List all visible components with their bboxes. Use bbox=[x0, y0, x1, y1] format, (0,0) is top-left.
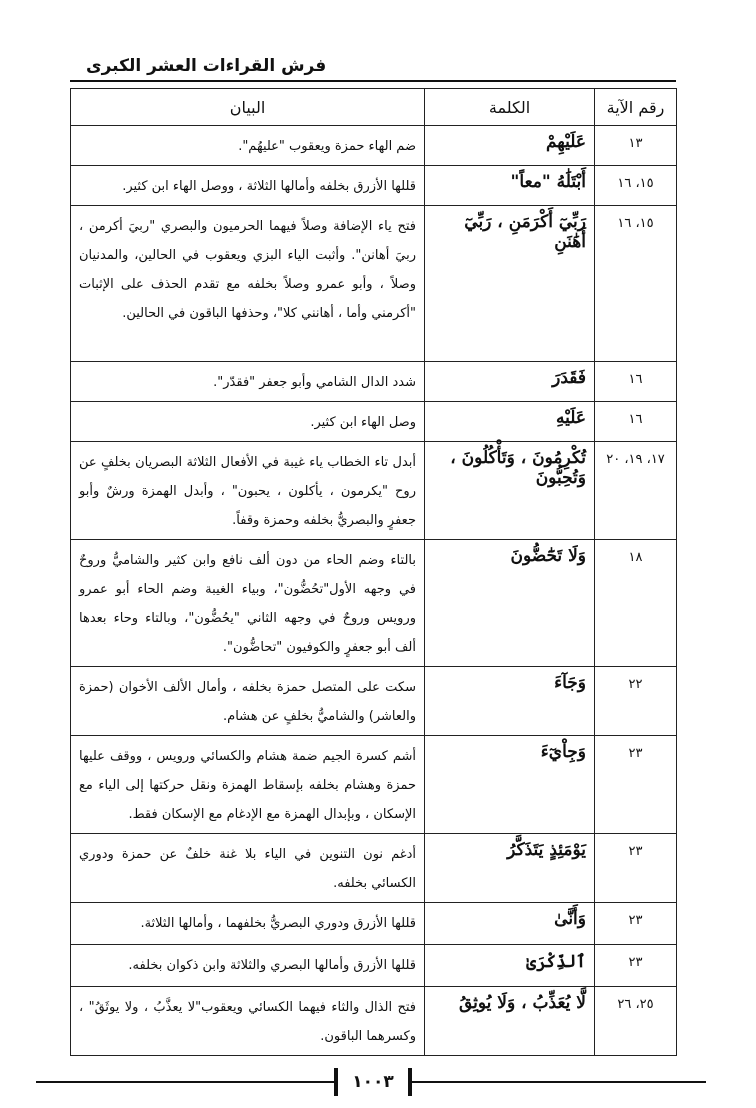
verse-number: ١٥، ١٦ bbox=[595, 206, 677, 362]
explanation-text: ضم الهاء حمزة ويعقوب "عليهُم". bbox=[71, 126, 425, 166]
verse-number: ٢٣ bbox=[595, 945, 677, 987]
verse-number: ١٦ bbox=[595, 402, 677, 442]
table-row bbox=[71, 987, 677, 1056]
table-row bbox=[71, 945, 677, 987]
quran-word: وَلَا تَحَٰٓضُّونَ bbox=[425, 540, 595, 667]
footer-rule-left bbox=[36, 1081, 334, 1083]
explanation-text: قللها الأزرق بخلفه وأمالها الثلاثة ، ووصل الهاء ابن كثير. bbox=[71, 166, 425, 206]
footer-rule-right bbox=[412, 1081, 706, 1083]
header-verse-no: رقم الآية bbox=[595, 89, 677, 126]
explanation-text: بالتاء وضم الحاء من دون ألف نافع وابن كثير والشاميُّ وروحٌ في وجهه الأول"تحُضُّون"، وبياء الغيبة وضم الحاء أبو عمرو ورويس وروحٌ في وجهه الثاني "يحُضُّون"، وبالتاء وحاء بعدها ألف أبو جعفرٍ والكوفيون "تحاضُّون". bbox=[71, 540, 425, 667]
table-row bbox=[71, 667, 677, 736]
quran-word: ٱلذِّكْرَىٰ bbox=[425, 945, 595, 987]
table-row bbox=[71, 362, 677, 402]
quran-word: وَجَآءَ bbox=[425, 667, 595, 736]
table-row bbox=[71, 442, 677, 540]
table-header-row bbox=[71, 89, 677, 126]
table-row bbox=[71, 126, 677, 166]
quran-word: عَلَيْهِمْ bbox=[425, 126, 595, 166]
explanation-text: فتح الذال والثاء فيهما الكسائي ويعقوب"لا يعذَّبُ ، ولا يوثَقُ" ، وكسرهما الباقون. bbox=[71, 987, 425, 1056]
verse-number: ١٨ bbox=[595, 540, 677, 667]
verse-number: ١٦ bbox=[595, 362, 677, 402]
qiraat-table bbox=[70, 88, 677, 1056]
quran-word: لَّا يُعَذِّبُ ، وَلَا يُوثِقُ bbox=[425, 987, 595, 1056]
verse-number: ٢٣ bbox=[595, 903, 677, 945]
explanation-text: شدد الدال الشامي وأبو جعفر "فقدّر". bbox=[71, 362, 425, 402]
explanation-text: أبدل تاء الخطاب ياء غيبة في الأفعال الثلاثة البصريان بخلفٍ عن روح "يكرمون ، يأكلون ، يحبون" ، وأبدل الهمزة ورشٌ وأبو جعفرٍ والبصريُّ بخلفه وحمزة وقفاً. bbox=[71, 442, 425, 540]
verse-number: ١٧، ١٩، ٢٠ bbox=[595, 442, 677, 540]
quran-word: وَجِاْيٓءَ bbox=[425, 736, 595, 834]
explanation-text: فتح ياء الإضافة وصلاً فيهما الحرميون والبصري "ربيَ أكرمن ، ربيَ أهانن". وأثبت الياء البزي ويعقوب في الحالين، والمدنيان وصلاً ، وأبو عمرو وصلاً بخلفه مع تقدم الحذف على الإثبات "أكرمني وأما ، أهانني كلا"، وحذفها الباقون في الحالين. bbox=[71, 206, 425, 362]
table-row bbox=[71, 166, 677, 206]
explanation-text: أدغم نون التنوين في الياء بلا غنة خلفٌ عن حمزة ودوري الكسائي بخلفه. bbox=[71, 834, 425, 903]
table-row bbox=[71, 903, 677, 945]
header-word: الكلمة bbox=[425, 89, 595, 126]
verse-number: ٢٢ bbox=[595, 667, 677, 736]
explanation-text: أشم كسرة الجيم ضمة هشام والكسائي ورويس ، ووقف عليها حمزة وهشام بخلفه بإسقاط الهمزة ونقل حركتها إلى الياء مع الإسكان ، وبإبدال الهمزة مع الإدغام مع الإسكان فقط. bbox=[71, 736, 425, 834]
verse-number: ١٥، ١٦ bbox=[595, 166, 677, 206]
explanation-text: قللها الأزرق ودوري البصريُّ بخلفهما ، وأمالها الثلاثة. bbox=[71, 903, 425, 945]
verse-number: ٢٣ bbox=[595, 834, 677, 903]
quran-word: تُكْرِمُونَ ، وَتَأْكُلُونَ ، وَتُحِبُّونَ bbox=[425, 442, 595, 540]
verse-number: ٢٥، ٢٦ bbox=[595, 987, 677, 1056]
explanation-text: وصل الهاء ابن كثير. bbox=[71, 402, 425, 442]
explanation-text: قللها الأزرق وأمالها البصري والثلاثة وابن ذكوان بخلفه. bbox=[71, 945, 425, 987]
verse-number: ١٣ bbox=[595, 126, 677, 166]
table-row bbox=[71, 402, 677, 442]
header-rule bbox=[70, 80, 676, 82]
running-header-title: فرش القراءات العشر الكبرى bbox=[86, 56, 327, 76]
page-number: ١٠٠٣ bbox=[352, 1072, 394, 1092]
quran-word: رَبِّيٓ أَكْرَمَنِ ، رَبِّيٓ أَهَٰنَنِ bbox=[425, 206, 595, 362]
quran-word: يَوْمَئِذٍ يَتَذَكَّرُ bbox=[425, 834, 595, 903]
quran-word: وَأَنَّىٰ bbox=[425, 903, 595, 945]
explanation-text: سكت على المتصل حمزة بخلفه ، وأمال الألف الأخوان (حمزة والعاشر) والشاميُّ بخلفٍ عن هشام. bbox=[71, 667, 425, 736]
quran-word: عَلَيْهِ bbox=[425, 402, 595, 442]
table-row bbox=[71, 834, 677, 903]
table-row bbox=[71, 206, 677, 362]
header-explanation: البيان bbox=[71, 89, 425, 126]
table-row bbox=[71, 736, 677, 834]
verse-number: ٢٣ bbox=[595, 736, 677, 834]
table-row bbox=[71, 540, 677, 667]
quran-word: أَبْتَلَٰهُ "معاً" bbox=[425, 166, 595, 206]
quran-word: فَقَدَرَ bbox=[425, 362, 595, 402]
